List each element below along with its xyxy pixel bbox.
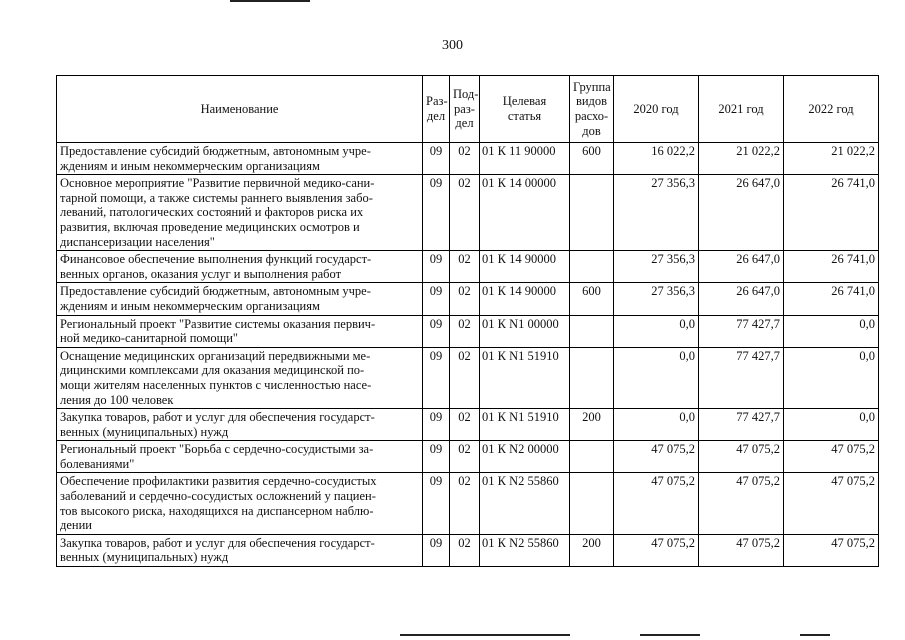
row-2021: 47 075,2 [699, 441, 784, 473]
row-target: 01 К N1 00000 [480, 315, 570, 347]
row-2020: 27 356,3 [614, 283, 699, 315]
header-subsection: Под- раз- дел [450, 76, 480, 143]
row-target: 01 К 11 90000 [480, 143, 570, 175]
table-row [57, 251, 879, 283]
row-group [570, 251, 614, 283]
header-name: Наименование [57, 76, 423, 143]
row-2022: 0,0 [784, 409, 879, 441]
row-2021: 47 075,2 [699, 534, 784, 566]
row-name: Обеспечение профилактики развития сердечно-сосудистых заболеваний и сердечно-сосудистых осложнений у пациен- тов высокого риска, находящихся на диспансерном наблю- дении [57, 473, 423, 534]
row-2021: 26 647,0 [699, 175, 784, 251]
row-subsection: 02 [450, 441, 480, 473]
row-target: 01 К 14 00000 [480, 175, 570, 251]
header-group: Группа видов расхо- дов [570, 76, 614, 143]
row-group [570, 315, 614, 347]
row-target: 01 К N1 51910 [480, 409, 570, 441]
row-section: 09 [423, 283, 450, 315]
row-target: 01 К N2 00000 [480, 441, 570, 473]
row-2022: 21 022,2 [784, 143, 879, 175]
row-section: 09 [423, 251, 450, 283]
table-row [57, 409, 879, 441]
row-group: 200 [570, 409, 614, 441]
table-header-row [57, 76, 879, 143]
bottom-scan-line [400, 634, 570, 636]
row-2022: 0,0 [784, 347, 879, 408]
row-2021: 77 427,7 [699, 409, 784, 441]
row-name: Оснащение медицинских организаций передвижными ме- дицинскими комплексами для оказания медицинской по- мощи жителям населенных пунктов с численностью насе- ления до 100 человек [57, 347, 423, 408]
row-2021: 77 427,7 [699, 347, 784, 408]
table-row [57, 175, 879, 251]
row-2022: 26 741,0 [784, 283, 879, 315]
row-section: 09 [423, 315, 450, 347]
row-subsection: 02 [450, 409, 480, 441]
header-section: Раз- дел [423, 76, 450, 143]
row-section: 09 [423, 441, 450, 473]
row-subsection: 02 [450, 315, 480, 347]
header-2022: 2022 год [784, 76, 879, 143]
row-group [570, 473, 614, 534]
bottom-scan-line [640, 634, 700, 636]
row-target: 01 К 14 90000 [480, 251, 570, 283]
row-2020: 0,0 [614, 347, 699, 408]
row-2021: 21 022,2 [699, 143, 784, 175]
row-target: 01 К N1 51910 [480, 347, 570, 408]
table-row [57, 315, 879, 347]
row-2021: 26 647,0 [699, 251, 784, 283]
row-2020: 0,0 [614, 315, 699, 347]
table-row [57, 347, 879, 408]
row-section: 09 [423, 409, 450, 441]
row-name: Предоставление субсидий бюджетным, автономным учре- ждениям и иным некоммерческим организациям [57, 143, 423, 175]
bottom-scan-line [800, 634, 830, 636]
row-name: Региональный проект "Борьба с сердечно-сосудистыми за- болеваниями" [57, 441, 423, 473]
row-target: 01 К N2 55860 [480, 534, 570, 566]
page-number: 300 [442, 38, 463, 53]
row-2020: 47 075,2 [614, 441, 699, 473]
table-row [57, 473, 879, 534]
row-group: 200 [570, 534, 614, 566]
row-subsection: 02 [450, 283, 480, 315]
row-section: 09 [423, 143, 450, 175]
row-2022: 0,0 [784, 315, 879, 347]
row-2020: 0,0 [614, 409, 699, 441]
row-2021: 47 075,2 [699, 473, 784, 534]
row-group [570, 347, 614, 408]
row-name: Закупка товаров, работ и услуг для обеспечения государст- венных (муниципальных) нужд [57, 409, 423, 441]
row-2020: 47 075,2 [614, 534, 699, 566]
row-group [570, 175, 614, 251]
row-2022: 47 075,2 [784, 473, 879, 534]
row-2022: 26 741,0 [784, 251, 879, 283]
row-2021: 77 427,7 [699, 315, 784, 347]
row-name: Основное мероприятие "Развитие первичной медико-сани- тарной помощи, а также системы раннего выявления забо- леваний, патологических состояний и факторов риска их развития, включая проведение медицинских осмотров и диспансеризации населения" [57, 175, 423, 251]
row-subsection: 02 [450, 347, 480, 408]
row-name: Региональный проект "Развитие системы оказания первич- ной медико-санитарной помощи" [57, 315, 423, 347]
row-subsection: 02 [450, 473, 480, 534]
header-2020: 2020 год [614, 76, 699, 143]
header-2021: 2021 год [699, 76, 784, 143]
row-section: 09 [423, 534, 450, 566]
row-name: Закупка товаров, работ и услуг для обеспечения государст- венных (муниципальных) нужд [57, 534, 423, 566]
row-2020: 16 022,2 [614, 143, 699, 175]
row-group: 600 [570, 143, 614, 175]
row-subsection: 02 [450, 143, 480, 175]
row-subsection: 02 [450, 534, 480, 566]
row-group: 600 [570, 283, 614, 315]
table-row [57, 283, 879, 315]
top-scan-mark [230, 0, 310, 2]
row-2022: 26 741,0 [784, 175, 879, 251]
row-2021: 26 647,0 [699, 283, 784, 315]
row-name: Предоставление субсидий бюджетным, автономным учре- ждениям и иным некоммерческим организациям [57, 283, 423, 315]
row-2022: 47 075,2 [784, 441, 879, 473]
row-2020: 47 075,2 [614, 473, 699, 534]
row-2022: 47 075,2 [784, 534, 879, 566]
row-section: 09 [423, 347, 450, 408]
table-row [57, 143, 879, 175]
row-subsection: 02 [450, 251, 480, 283]
budget-table [56, 75, 879, 567]
row-section: 09 [423, 175, 450, 251]
table-row [57, 441, 879, 473]
header-target: Целевая статья [480, 76, 570, 143]
row-2020: 27 356,3 [614, 175, 699, 251]
row-target: 01 К 14 90000 [480, 283, 570, 315]
row-target: 01 К N2 55860 [480, 473, 570, 534]
row-name: Финансовое обеспечение выполнения функций государст- венных органов, оказания услуг и выполнения работ [57, 251, 423, 283]
row-section: 09 [423, 473, 450, 534]
table-row [57, 534, 879, 566]
row-2020: 27 356,3 [614, 251, 699, 283]
row-group [570, 441, 614, 473]
row-subsection: 02 [450, 175, 480, 251]
